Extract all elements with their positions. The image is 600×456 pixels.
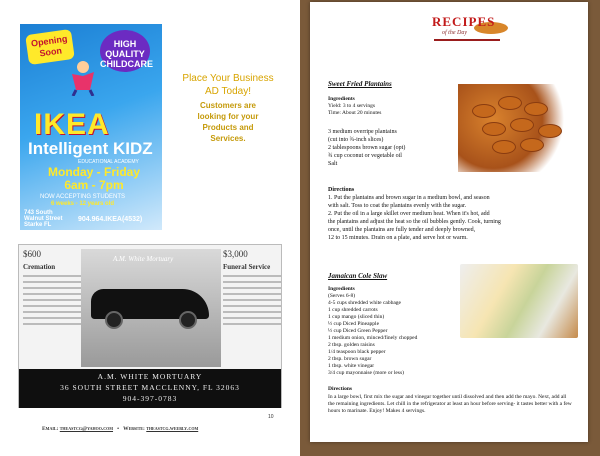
open-days: Monday - Friday	[48, 165, 141, 179]
ingredient-item: ¾ cup coconut or vegetable oil	[328, 153, 402, 159]
child-figure-icon	[66, 60, 100, 96]
recipe1-yield: Yield: 3 to 4 servings	[328, 103, 376, 110]
recipes-logo-word: RECIPES	[432, 14, 496, 29]
place-ad-line: looking for your	[197, 112, 259, 121]
address-line: 743 South	[24, 210, 53, 216]
recipes-logo-sub: of the Day	[442, 30, 467, 36]
funeral-fine-print	[223, 275, 281, 325]
address-line: Starke FL	[24, 222, 52, 228]
funeral-column	[223, 249, 281, 325]
ingredient-item: 3/4 cup mayonnaise (more or less)	[328, 370, 404, 376]
contact-footer: Email: theastcg@yahoo.com • Website: theastcg.weebly.com	[42, 426, 199, 432]
mortuary-contact-bar	[19, 369, 281, 408]
recipe2-directions-head-wrap	[328, 386, 352, 393]
address-line: Walnut Street	[24, 216, 63, 222]
recipe1-meta	[328, 96, 381, 118]
academy-subtitle: EDUCATIONAL ACADEMY	[78, 159, 139, 165]
ikea-brand: IKEA	[34, 108, 110, 141]
mortuary-name: A.M. WHITE MORTUARY	[97, 372, 203, 381]
accepting-text: NOW ACCEPTING STUDENTS	[40, 194, 126, 200]
ingredient-item: 1 tbsp. white vinegar	[328, 363, 375, 369]
ingredient-item: ½ cup Diced Pineapple	[328, 321, 380, 327]
ingredient-item: 3 medium overripe plantains	[328, 129, 397, 135]
ingredient-item: 2 tbsp. brown sugar	[328, 356, 372, 362]
recipe1-directions	[328, 186, 501, 242]
recipe-sheet	[310, 2, 588, 442]
intelligent-kidz-name: Intelligent KIDZ	[28, 139, 153, 158]
recipe2-servings: (Serves 6-8)	[328, 293, 356, 299]
ingredient-item: ½ cup Diced Green Pepper	[328, 328, 388, 334]
cole-slaw-photo	[460, 264, 578, 338]
wheel-icon	[105, 311, 123, 329]
ingredient-item: 1 cup shredded carrots	[328, 307, 378, 313]
page-number: 10	[268, 414, 274, 420]
right-page	[300, 0, 600, 456]
ingredient-item: 1 cup mango (sliced thin)	[328, 314, 385, 320]
mortuary-address: 36 SOUTH STREET MACCLENNY, FL 32063	[60, 383, 240, 392]
high-quality-badge: HIGH QUALITY CHILDCARE	[100, 30, 150, 72]
place-ad-line: AD Today!	[205, 86, 251, 97]
place-ad-line: Place Your Business	[182, 73, 274, 84]
wheel-icon	[179, 311, 197, 329]
plantains-photo	[458, 84, 576, 172]
ingredient-item: (cut into ¾-inch slices)	[328, 137, 384, 143]
place-ad-line: Products and	[202, 123, 254, 132]
recipe2-ingredients-head: Ingredients	[328, 286, 355, 292]
direction-line: 12 to 15 minutes. Drain on a plate, and serve hot or warm.	[328, 235, 468, 241]
accepting-students	[40, 194, 125, 208]
ikea-address	[24, 210, 62, 228]
recipe2-directions-head: Directions	[328, 386, 353, 392]
direction-line: 2. Put the oil in a large skillet over medium heat. When it's hot, add	[328, 211, 490, 217]
place-your-ad-notice	[168, 72, 288, 144]
hearse-photo	[81, 249, 221, 367]
cremation-price: $600	[23, 249, 41, 259]
cremation-label: Cremation	[23, 263, 56, 271]
mortuary-ad	[18, 244, 282, 408]
ingredient-item: 4-5 cups shredded white cabbage	[328, 300, 402, 306]
recipes-logo	[428, 4, 512, 60]
recipe1-directions-head: Directions	[328, 187, 355, 193]
mortuary-script-name: A.M. White Mortuary	[113, 255, 174, 263]
email-label: Email:	[42, 426, 59, 432]
recipe2-ingredients	[328, 286, 417, 377]
direction-line: once, until the plantains are fully tender and deeply browned,	[328, 227, 476, 233]
ingredient-item: 1/4 teaspoon black pepper	[328, 349, 386, 355]
direction-line: with salt. Toss to coat the plantains evenly with the sugar.	[328, 203, 467, 209]
ikea-phone: 904.964.IKEA(4532)	[78, 216, 143, 223]
place-ad-line: Services.	[210, 134, 246, 143]
cremation-fine-print	[23, 275, 81, 325]
mortuary-phone: 904-397-0783	[122, 394, 178, 403]
opening-soon-badge: Opening Soon	[25, 29, 75, 65]
recipe1-time: Time: About 20 minutes	[328, 110, 382, 117]
website-link[interactable]: theastcg.weebly.com	[146, 426, 199, 432]
email-link[interactable]: theastcg@yahoo.com	[59, 426, 114, 432]
recipe1-title: Sweet Fried Plantains	[328, 80, 392, 88]
cremation-column	[23, 249, 81, 325]
recipe2-directions: In a large bowl, first mix the sugar and vinegar together until dissolved and then add the mayo. Next, add all the remaining ingredients. Let chill in the refrigerator at least an hour before serving- it tastes better with a few hours to marinate. Enjoy! Makes 4 servings.	[328, 394, 572, 415]
recipe2-title: Jamaican Cole Slaw	[328, 272, 388, 280]
logo-underline	[434, 39, 500, 41]
ages-text: 6 weeks - 12 years old	[50, 201, 115, 207]
ikea-childcare-ad	[20, 24, 162, 230]
funeral-price: $3,000	[223, 249, 248, 259]
website-label: Website:	[123, 426, 145, 432]
open-hours	[48, 166, 140, 192]
funeral-label: Funeral Service	[223, 263, 271, 271]
place-ad-line: Customers are	[199, 101, 257, 110]
recipe1-ingredients	[328, 128, 405, 168]
recipe1-ingredients-head: Ingredients	[328, 96, 355, 102]
direction-line: the plantains and adjust the heat so the oil bubbles gently. Cook, turning	[328, 219, 501, 225]
ingredient-item: 1 medium onion, minced/finely chopped	[328, 335, 418, 341]
ingredient-item: 2 tbsp. golden raisins	[328, 342, 375, 348]
ingredient-item: Salt	[328, 161, 338, 167]
direction-line: 1. Put the plantains and brown sugar in a medium bowl, and season	[328, 195, 490, 201]
ingredient-item: 2 tablespoons brown sugar (opt)	[328, 145, 406, 151]
open-time: 6am - 7pm	[64, 178, 124, 192]
